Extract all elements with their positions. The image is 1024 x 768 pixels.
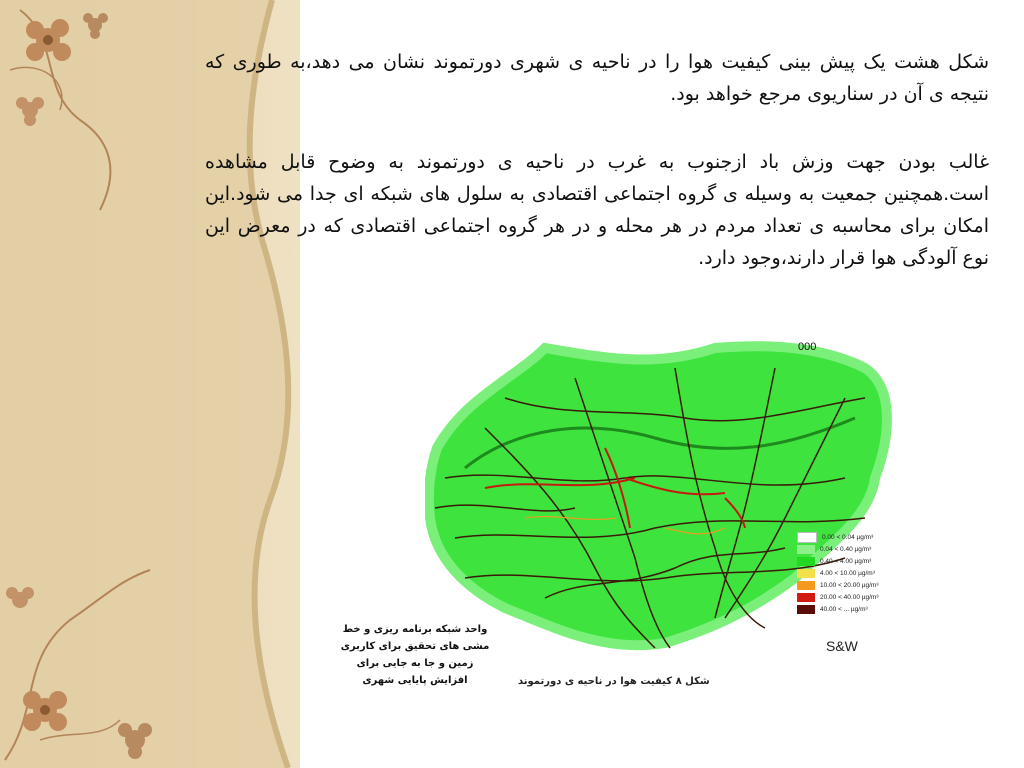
map-legend	[797, 531, 897, 615]
legend-row	[797, 567, 897, 579]
map-id-label: 000	[798, 341, 817, 353]
legend-label: 10.00 < 20.00 µg/m³	[820, 581, 879, 589]
legend-swatch	[797, 557, 815, 566]
legend-swatch	[797, 532, 817, 543]
legend-row	[797, 579, 897, 591]
paragraph-1: شکل هشت یک پیش بینی کیفیت هوا را در ناحیه ی شهری دورتموند نشان می دهد،به طوری که نتیجه ی آن در سناریوی مرجع خواهد بود.	[205, 51, 989, 105]
legend-swatch	[797, 545, 815, 554]
legend-label: 4.00 < 10.00 µg/m³	[820, 569, 875, 577]
floral-ornament-top-icon	[0, 0, 150, 220]
legend-row	[797, 543, 897, 555]
legend-label: 0.00 < 0.04 µg/m³	[822, 533, 874, 541]
legend-swatch	[797, 581, 815, 590]
legend-label: 20.00 < 40.00 µg/m³	[820, 593, 879, 601]
legend-row	[797, 531, 897, 543]
side-caption: واحد شبکه برنامه ریزی و خط مشی های تحقیق برای کاربری زمین و جا به جایی برای افزایش پایایی شهری	[340, 624, 490, 686]
legend-swatch	[797, 593, 815, 602]
legend-swatch	[797, 605, 815, 614]
legend-row	[797, 603, 897, 615]
legend-label: 0.04 < 0.40 µg/m³	[820, 545, 872, 553]
paragraph-2: غالب بودن جهت وزش باد ازجنوب به غرب در ناحیه ی دورتموند به وضوح قابل مشاهده است.همچنین جمعیت به وسیله ی گروه اجتماعی اقتصادی به سلول های شبکه ای جدا می شود.این امکان برای محاسبه ی تعداد مردم در هر محله و در هر گروه اجتماعی اقتصادی که در معرض این نوع آلودگی هوا قرار دارند،وجود دارد.	[205, 151, 989, 269]
floral-ornament-bottom-icon	[0, 560, 170, 768]
legend-swatch	[797, 569, 815, 578]
legend-label: 0.40 < 4.00 µg/m³	[820, 557, 872, 565]
legend-label: 40.00 < ... µg/m³	[820, 605, 868, 613]
legend-row	[797, 591, 897, 603]
legend-row	[797, 555, 897, 567]
figure-caption: شکل ۸ کیفیت هوا در ناحیه ی دورتموند	[518, 676, 710, 687]
brand-label: S&W	[826, 638, 858, 654]
